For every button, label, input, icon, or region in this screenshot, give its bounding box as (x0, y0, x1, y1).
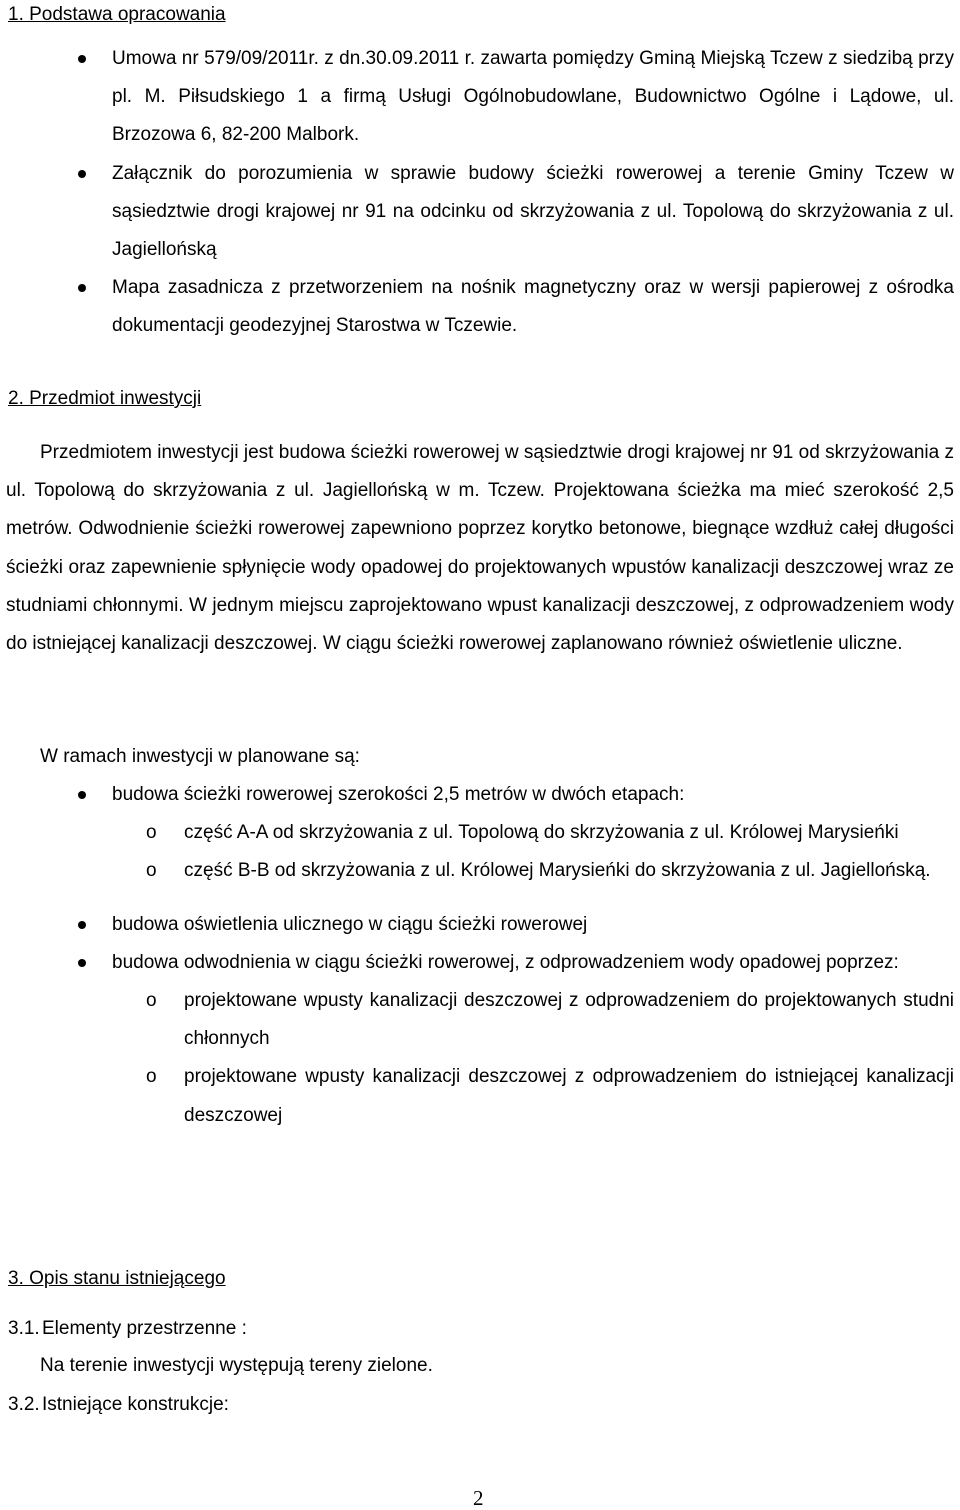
page-number: 2 (473, 1486, 484, 1510)
bullet-icon (78, 921, 86, 929)
list-item (0, 269, 960, 345)
sub-list (0, 982, 960, 1135)
circle-bullet-icon: o (146, 990, 157, 1012)
bullet-icon (78, 959, 86, 967)
planned-intro: W ramach inwestycji w planowane są: (40, 746, 360, 767)
sub-list-item-text: część B-B od skrzyżowania z ul. Królowej Marysieńki do skrzyżowania z ul. Jagiellońską. (184, 860, 931, 882)
list-item-text: Mapa zasadnicza z przetworzeniem na nośnik magnetyczny oraz w wersji papierowej z ośrodka dokumentacji geodezyjnej Starostwa w Tczewie. (112, 277, 954, 337)
list-item-text: Załącznik do porozumienia w sprawie budowy ścieżki rowerowej a terenie Gminy Tczew w sąsiedztwie drogi krajowej nr 91 na odcinku od skrzyżowania z ul. Topolową do skrzyżowania z ul. Jagiellońską (112, 162, 954, 261)
circle-bullet-icon: o (146, 1066, 157, 1088)
bullet-icon (78, 791, 86, 799)
list-item (0, 776, 960, 814)
sub-list-item-text: projektowane wpusty kanalizacji deszczowej z odprowadzeniem do projektowanych studni chłonnych (184, 990, 954, 1050)
section-1-heading: 1. Podstawa opracowania (8, 4, 226, 25)
elements-text: Na terenie inwestycji występują tereny zielone. (40, 1355, 433, 1376)
circle-bullet-icon: o (146, 860, 157, 882)
investment-paragraph: Przedmiotem inwestycji jest budowa ścieżki rowerowej w sąsiedztwie drogi krajowej nr 91 od skrzyżowania z ul. Topolową do skrzyżowania z ul. Jagiellońską w m. Tczew. Projektowana ścieżka ma mieć szerokość 2,5 metrów. Odwodnienie ścieżki rowerowej zapewniono poprzez korytko betonowe, biegnące wzdłuż całej długości ścieżki oraz zapewnienie spłynięcie wody opadowej do projektowanych wpustów kanalizacji deszczowej wraz ze studniami chłonnymi. W jednym miejscu zaprojektowano wpust kanalizacji deszczowej, z odprowadzeniem wody do istniejącej kanalizacji deszczowej. W ciągu ścieżki rowerowej zaplanowano również oświetlenie uliczne. (6, 442, 954, 655)
list-item (0, 944, 960, 982)
subsection-title: Elementy przestrzenne : (42, 1318, 247, 1339)
list-item-text: budowa ścieżki rowerowej szerokości 2,5 metrów w dwóch etapach: (112, 784, 685, 805)
sub-list-item (0, 982, 960, 1058)
list-item-text: budowa odwodnienia w ciągu ścieżki rowerowej, z odprowadzeniem wody opadowej poprzez: (112, 951, 899, 973)
section-3-heading: 3. Opis stanu istniejącego (8, 1268, 226, 1289)
sub-list-item-text: część A-A od skrzyżowania z ul. Topolową do skrzyżowania z ul. Królowej Marysieńki (184, 822, 899, 844)
list-item-text: budowa oświetlenia ulicznego w ciągu ścieżki rowerowej (112, 913, 588, 935)
subsection-3-1-heading (8, 1316, 247, 1342)
planned-list (0, 776, 960, 1135)
list-item (0, 906, 960, 944)
bullet-icon (78, 170, 86, 178)
sub-list-item (0, 852, 960, 890)
sub-list-item-text: projektowane wpusty kanalizacji deszczowej z odprowadzeniem do istniejącej kanalizacji deszczowej (184, 1066, 954, 1126)
circle-bullet-icon: o (146, 822, 157, 844)
bullet-icon (78, 55, 86, 63)
sub-list-item (0, 1058, 960, 1134)
subsection-3-2-heading (8, 1392, 229, 1418)
sub-list (0, 814, 960, 890)
list-item (0, 40, 960, 155)
sub-list-item (0, 814, 960, 852)
subsection-number: 3.1. (8, 1318, 40, 1339)
subsection-number: 3.2. (8, 1394, 40, 1415)
section-2-heading: 2. Przedmiot inwestycji (8, 388, 202, 409)
subsection-title: Istniejące konstrukcje: (42, 1394, 229, 1415)
basis-list (0, 40, 960, 346)
bullet-icon (78, 284, 86, 292)
list-item (0, 155, 960, 270)
list-item-text: Umowa nr 579/09/2011r. z dn.30.09.2011 r. zawarta pomiędzy Gminą Miejską Tczew z siedzibą przy pl. M. Piłsudskiego 1 a firmą Usługi Ogólnobudowlane, Budownictwo Ogólne i Lądowe, ul. Brzozowa 6, 82-200 Malbork. (112, 48, 954, 146)
